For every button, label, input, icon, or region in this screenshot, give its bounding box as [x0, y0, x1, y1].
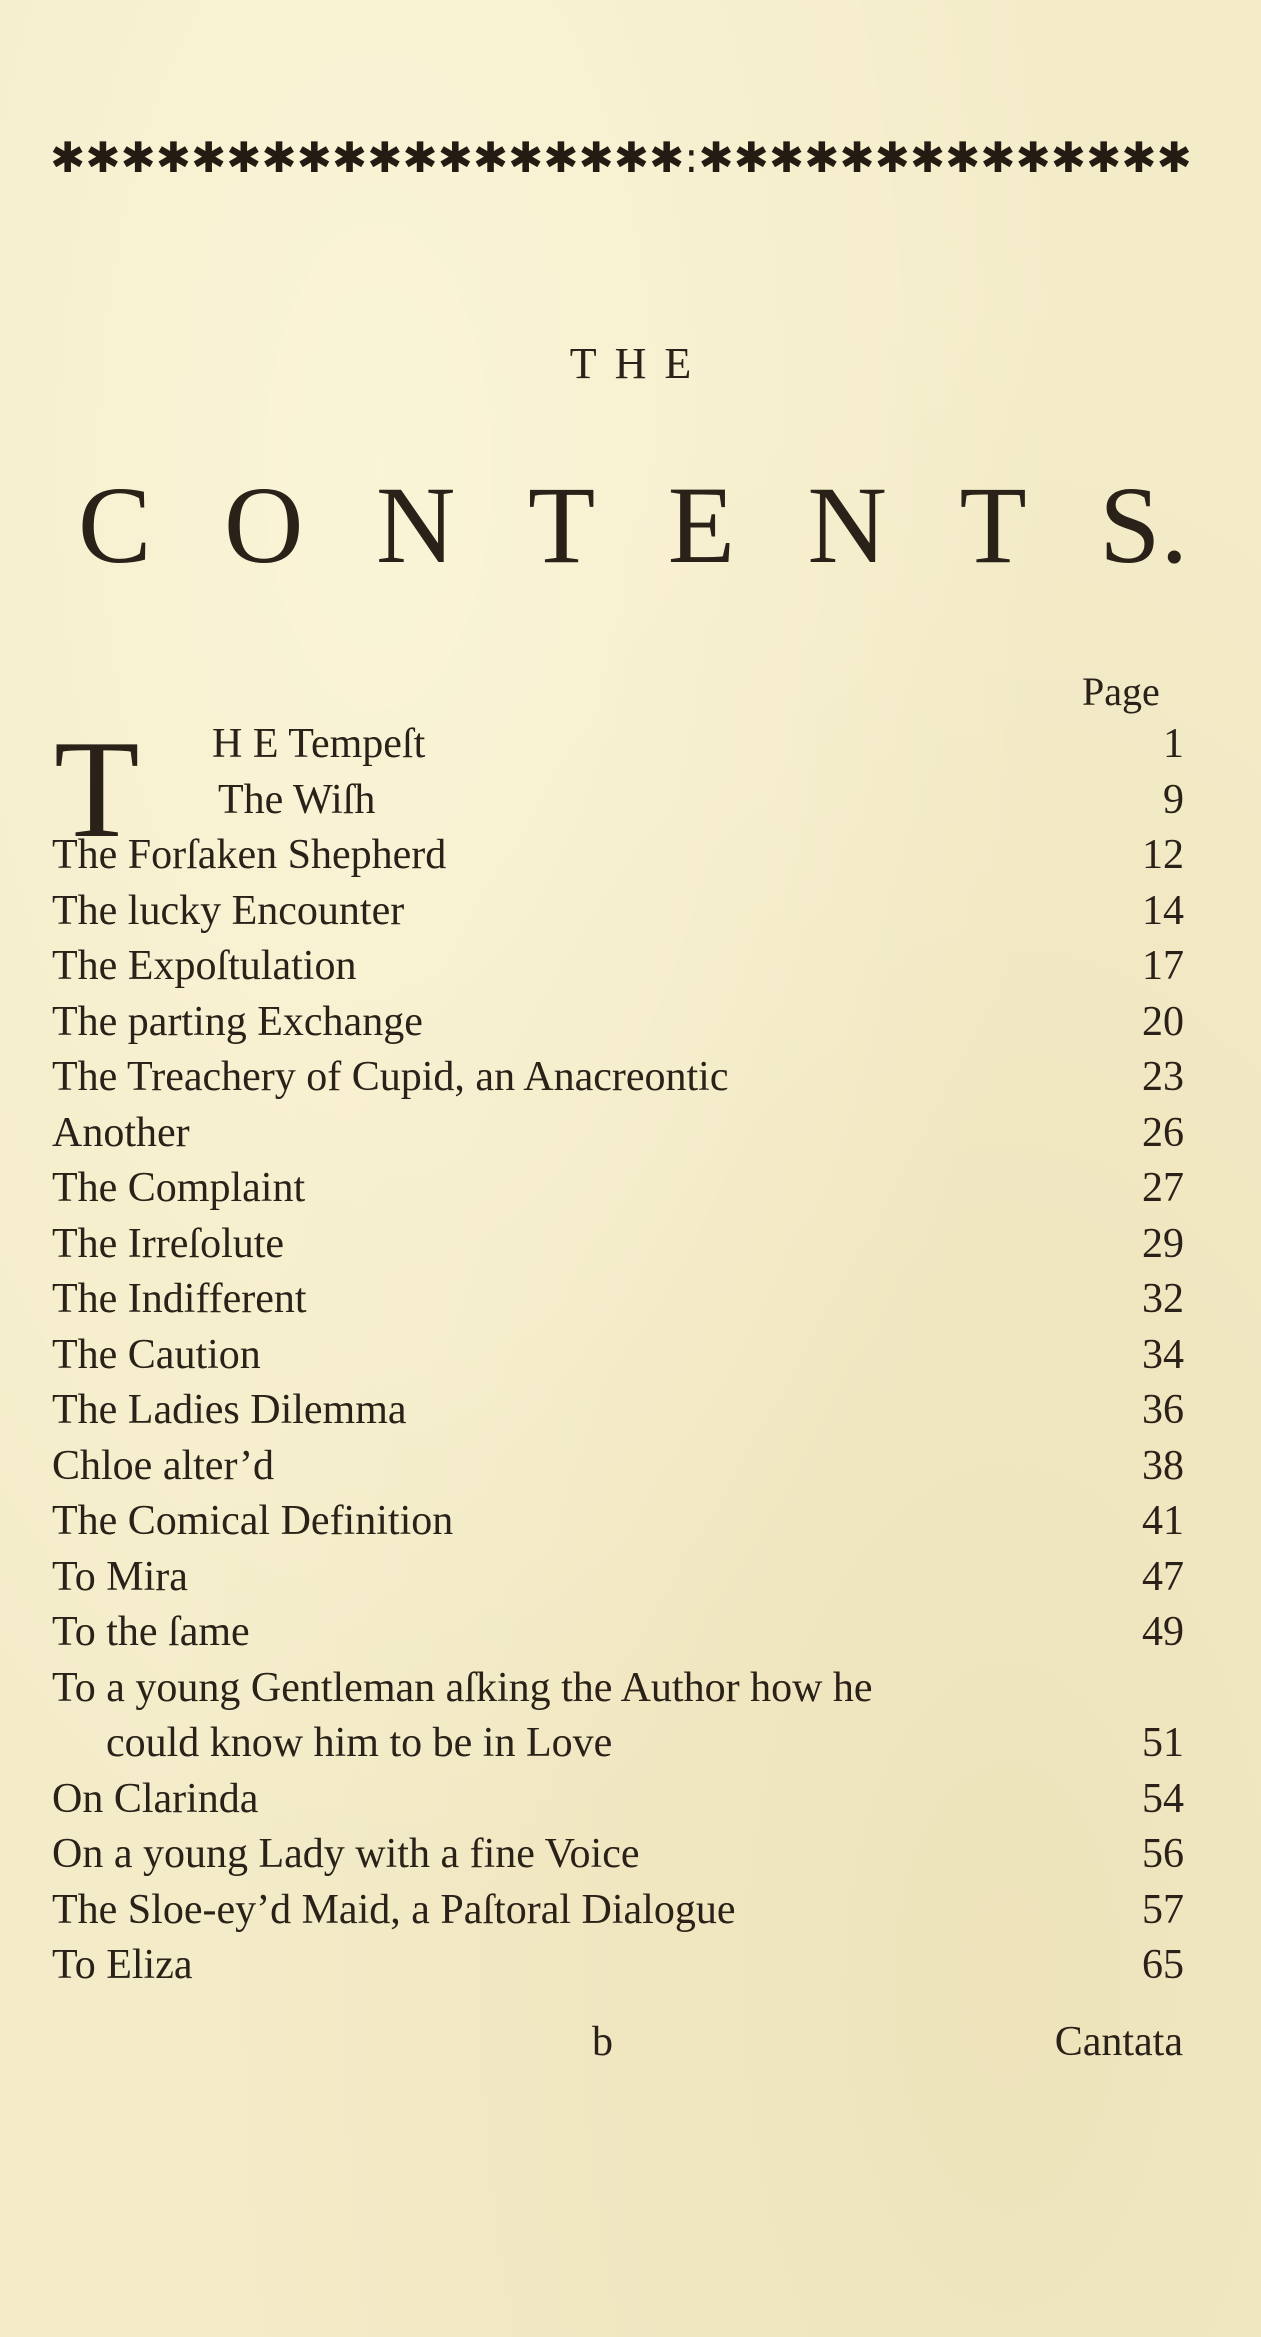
heading-letter: N — [375, 464, 456, 586]
entry-title: could know him to be in Love — [106, 1720, 613, 1766]
ornament-glyph: ✱ — [804, 133, 840, 182]
entry-page-number: 9 — [1163, 776, 1184, 823]
entry-page-number: 34 — [1142, 1331, 1184, 1378]
entry-page-number: 65 — [1142, 1942, 1184, 1988]
contents-entry — [52, 716, 1184, 772]
entry-title: To the ſame — [52, 1609, 250, 1655]
entry-page-number: 41 — [1142, 1498, 1184, 1544]
heading-letter: T — [959, 464, 1027, 586]
entry-title: The Complaint — [52, 1165, 306, 1211]
entry-title: The Ladies Dilemma — [52, 1387, 407, 1433]
entry-page-number: 14 — [1142, 887, 1184, 934]
entry-title: On Clarinda — [52, 1775, 259, 1822]
contents-entry — [52, 1160, 1184, 1216]
ornament-glyph: ✱ — [120, 133, 156, 182]
entry-page-number: 23 — [1142, 1054, 1184, 1100]
heading-the: THE — [569, 339, 710, 388]
ornament-glyph: ✱ — [698, 133, 734, 182]
contents-entry — [52, 1049, 1184, 1105]
catchword: Cantata — [1054, 2019, 1183, 2065]
entry-page-number: 56 — [1142, 1831, 1184, 1877]
ornament-glyph: ✱ — [768, 133, 805, 182]
entry-title: The parting Exchange — [52, 998, 423, 1045]
entry-page-number: 12 — [1142, 832, 1184, 878]
ornament-glyph: ✱ — [155, 133, 191, 182]
contents-entry — [52, 1438, 1184, 1494]
contents-entry — [52, 1882, 1184, 1938]
entry-page-number: 38 — [1142, 1442, 1184, 1489]
contents-entry — [52, 1271, 1184, 1327]
contents-entry — [52, 1549, 1184, 1605]
entry-title: H E Tempeſt — [212, 721, 426, 767]
heading-letter: O — [223, 464, 304, 586]
contents-entry — [52, 1327, 1184, 1383]
ornament-glyph: ✱ — [578, 133, 614, 182]
ornament-separator: : — [684, 133, 699, 182]
contents-entry — [52, 1715, 1184, 1771]
contents-entry — [52, 1382, 1184, 1438]
entry-title: The Sloe-ey’d Maid, a Paſtoral Dialogue — [52, 1886, 736, 1933]
ornament-glyph: ✱ — [980, 133, 1016, 182]
entry-page-number: 27 — [1142, 1165, 1184, 1211]
ornament-glyph: ✱ — [1121, 133, 1157, 182]
ornament-glyph: ✱ — [733, 133, 769, 182]
contents-entry — [52, 883, 1184, 939]
entry-title: The Irreſolute — [52, 1220, 285, 1267]
entry-title: On a young Lady with a fine Voice — [52, 1831, 640, 1877]
ornament-glyph: ✱ — [261, 133, 297, 182]
entry-page-number: 47 — [1142, 1553, 1184, 1600]
ornament-glyph: ✱ — [50, 133, 86, 182]
page-column-label: Page — [1082, 669, 1160, 714]
ornament-glyph: ✱ — [839, 133, 875, 182]
ornament-glyph: ✱ — [543, 133, 579, 182]
ornament-glyph: ✱ — [613, 133, 649, 182]
entry-title: The Indifferent — [52, 1276, 307, 1322]
ornament-glyph: ✱ — [1050, 133, 1086, 182]
contents-entry — [52, 1660, 1184, 1716]
contents-entry — [52, 1216, 1184, 1272]
contents-entry — [52, 1826, 1184, 1882]
entry-title: To Eliza — [52, 1942, 193, 1988]
ornament-glyph: ✱ — [190, 133, 227, 182]
ornament-glyph: ✱ — [226, 133, 262, 182]
contents-entry — [52, 1937, 1184, 1993]
contents-entry — [52, 1604, 1184, 1660]
entry-page-number: 51 — [1142, 1720, 1184, 1766]
entry-title: The Caution — [52, 1331, 261, 1378]
heading-letter: N — [807, 464, 887, 586]
entry-page-number: 20 — [1142, 998, 1184, 1045]
heading-letter: E — [667, 464, 735, 586]
ornament-glyph: ✱ — [402, 133, 438, 182]
entry-page-number: 1 — [1163, 721, 1184, 767]
ornament-glyph: ✱ — [1085, 133, 1122, 182]
entry-title: The Comical Definition — [52, 1498, 454, 1544]
ornament-glyph: ✱ — [437, 133, 473, 182]
contents-entry — [52, 938, 1184, 994]
contents-entry — [52, 1493, 1184, 1549]
heading-letter: C — [78, 464, 152, 586]
entry-page-number: 49 — [1142, 1609, 1184, 1655]
entry-title: The lucky Encounter — [52, 887, 405, 934]
entry-page-number: 29 — [1142, 1220, 1184, 1267]
entry-title: To a young Gentleman aſking the Author how he — [52, 1664, 873, 1711]
entry-title: The Expoſtulation — [52, 943, 357, 989]
entry-page-number: 57 — [1142, 1886, 1184, 1933]
ornament-glyph: ✱ — [1015, 133, 1051, 182]
entry-page-number: 17 — [1142, 943, 1184, 989]
heading-letter: S. — [1099, 464, 1188, 586]
entry-title: The Forſaken Shepherd — [52, 832, 447, 878]
entry-title: To Mira — [52, 1553, 188, 1600]
ornament-glyph: ✱ — [85, 133, 121, 182]
entry-page-number: 32 — [1142, 1276, 1184, 1322]
ornament-glyph: ✱ — [648, 133, 685, 182]
drop-cap: T — [54, 712, 140, 867]
entry-title: The Treachery of Cupid, an Anacreontic — [52, 1054, 729, 1100]
ornament-glyph: ✱ — [1156, 133, 1192, 182]
ornament-glyph: ✱ — [508, 133, 544, 182]
entry-page-number: 36 — [1142, 1387, 1184, 1433]
ornament-glyph: ✱ — [331, 133, 368, 182]
ornament-glyph: ✱ — [874, 133, 910, 182]
contents-entry — [52, 827, 1184, 883]
entry-title: The Wiſh — [218, 776, 376, 823]
contents-entry — [52, 994, 1184, 1050]
heading-letter: T — [527, 464, 596, 586]
entry-title: Another — [52, 1109, 190, 1156]
contents-entry — [52, 1105, 1184, 1161]
contents-entry — [52, 1771, 1184, 1827]
entry-page-number: 26 — [1142, 1109, 1184, 1156]
ornament-glyph: ✱ — [296, 133, 332, 182]
signature-mark: b — [592, 2019, 613, 2065]
ornament-glyph: ✱ — [945, 133, 981, 182]
ornament-glyph: ✱ — [367, 133, 403, 182]
ornament-glyph: ✱ — [909, 133, 946, 182]
ornament-glyph: ✱ — [472, 133, 509, 182]
entry-page-number: 54 — [1142, 1775, 1184, 1822]
contents-entry — [52, 772, 1184, 828]
entry-title: Chloe alter’d — [52, 1442, 274, 1489]
